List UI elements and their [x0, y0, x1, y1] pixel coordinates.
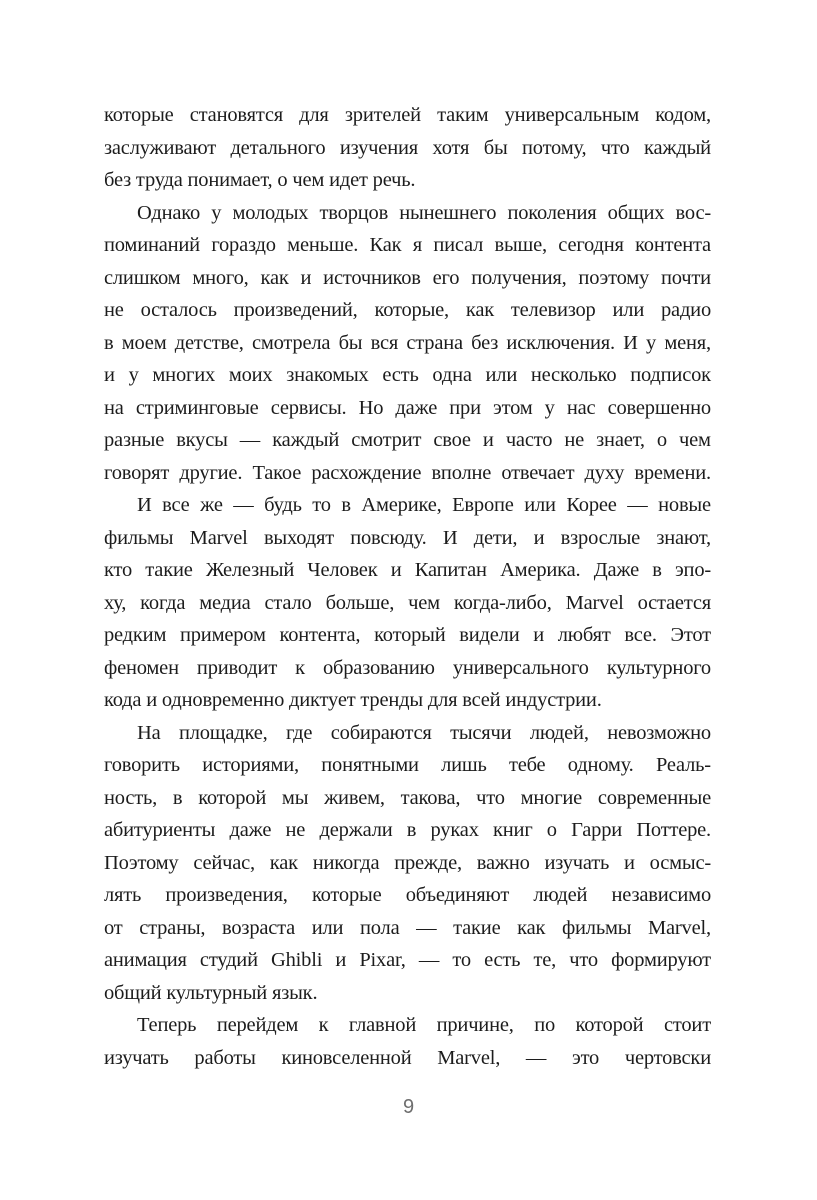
word: остается — [637, 591, 711, 614]
word: Pixar, — [359, 949, 406, 971]
word: произведения, — [165, 884, 288, 906]
word: — — [239, 429, 261, 451]
word: прежде, — [394, 851, 462, 874]
word: у — [544, 396, 555, 419]
word: лишь — [441, 754, 487, 776]
word: Америка. — [500, 559, 581, 581]
word: сервисы. — [270, 396, 347, 419]
word: осмыс- — [649, 851, 711, 874]
word: в — [104, 331, 114, 354]
word: держали — [319, 819, 393, 841]
word: которые — [311, 884, 382, 906]
word: изучать — [544, 851, 610, 874]
word: которые, — [374, 299, 449, 321]
word: зрителей — [344, 104, 421, 126]
word: эпо- — [674, 559, 711, 581]
word: Человек — [307, 559, 378, 581]
word: фильмы — [561, 916, 632, 939]
text-line — [104, 99, 711, 132]
word: хотя — [432, 136, 470, 159]
word: детстве, — [174, 331, 244, 354]
word: людей — [533, 884, 588, 906]
word: Корее — [566, 494, 617, 516]
word: Но — [358, 396, 384, 419]
word: или — [524, 494, 556, 516]
word: изучать — [104, 1046, 169, 1069]
word: знакомых — [286, 364, 369, 386]
word: выше, — [494, 234, 547, 256]
text-line — [104, 132, 711, 165]
word: моем — [121, 331, 167, 354]
word: меньше. — [287, 234, 359, 256]
word: и — [533, 624, 545, 646]
word: видели — [459, 624, 520, 646]
word: даже — [395, 396, 438, 419]
word: такие — [453, 916, 501, 939]
word: На — [137, 721, 161, 744]
word: говорить — [104, 754, 180, 776]
word: невозможно — [607, 721, 711, 744]
word: расхождение — [311, 461, 422, 484]
word: произведений, — [233, 299, 358, 321]
word: универсальным — [504, 104, 640, 126]
word: Однако — [137, 201, 201, 224]
word: знает, — [596, 429, 645, 451]
word: то — [452, 949, 471, 971]
text-line — [104, 457, 711, 490]
word: к — [318, 1014, 329, 1036]
word: чем — [679, 429, 711, 451]
word: нас — [566, 396, 596, 419]
word: смотрит — [351, 429, 422, 451]
word: вполне — [431, 461, 492, 484]
word: даже — [229, 819, 272, 841]
word: И — [623, 331, 638, 354]
word: или — [612, 299, 645, 321]
text-line — [104, 327, 711, 360]
text-line — [104, 717, 711, 750]
word: Реаль- — [655, 754, 711, 776]
word: образованию — [322, 656, 435, 679]
word: студий — [199, 949, 258, 971]
word: Поэтому — [104, 851, 179, 874]
word: не — [564, 429, 585, 451]
word: как — [260, 266, 289, 289]
word: поэтому — [578, 266, 650, 289]
word: свое — [433, 429, 471, 451]
word: страна — [406, 331, 463, 354]
word: разные — [104, 429, 165, 451]
word: таким — [437, 104, 489, 126]
word: где — [286, 721, 313, 744]
word: к — [295, 656, 305, 679]
word: меня, — [664, 331, 711, 354]
word: возраста — [222, 916, 296, 939]
word: контента — [635, 234, 711, 256]
word: отвечает — [501, 461, 575, 484]
word: по — [534, 1014, 556, 1036]
text-line: общий культурный язык. — [104, 981, 318, 1004]
word: как — [269, 851, 298, 874]
word: контента, — [279, 624, 361, 646]
text-line — [104, 587, 711, 620]
word: приводит — [196, 656, 278, 679]
word: пола — [360, 916, 400, 939]
word: которой — [198, 786, 267, 809]
word: историями, — [202, 754, 299, 776]
word: книг — [493, 819, 533, 841]
word: заслуживают — [104, 136, 216, 159]
word: Этот — [670, 624, 711, 646]
word: и — [624, 851, 635, 874]
word: или — [311, 916, 344, 939]
word: творцов — [319, 201, 389, 224]
word: у — [646, 331, 657, 354]
word: живем, — [324, 786, 385, 809]
word: писал — [433, 234, 484, 256]
word: одна — [432, 364, 472, 386]
word: то — [312, 494, 331, 516]
word: как — [517, 916, 546, 939]
word: тебе — [508, 754, 546, 776]
word: много, — [192, 266, 249, 289]
word: стало — [264, 591, 312, 614]
word: все — [162, 494, 190, 516]
word: вкусы — [176, 429, 228, 451]
word: понятными — [321, 754, 419, 776]
word: Гарри — [571, 819, 623, 841]
word: любят — [557, 624, 611, 646]
word: все. — [624, 624, 657, 646]
text-line — [104, 619, 711, 652]
word: Как — [369, 234, 402, 256]
word: часто — [505, 429, 553, 451]
word: есть — [382, 364, 419, 386]
word: вос- — [675, 201, 711, 224]
text-line — [104, 847, 711, 880]
word: Даже — [593, 559, 639, 581]
word: от — [104, 916, 123, 939]
word: — — [525, 1046, 547, 1069]
word: Америке, — [361, 494, 442, 516]
word: анимация — [104, 949, 187, 971]
word: которой — [575, 1014, 644, 1036]
page-number: 9 — [402, 1096, 415, 1118]
word: при — [449, 396, 481, 419]
word: когда — [140, 591, 186, 614]
word: площадке, — [178, 721, 268, 744]
word: нынешнего — [399, 201, 497, 224]
word: подписок — [630, 364, 711, 386]
word: изучения — [339, 136, 418, 159]
word: — — [418, 949, 440, 971]
text-line: без труда понимает, о чем идет речь. — [104, 169, 416, 191]
word: у — [128, 364, 139, 386]
word: независимо — [611, 884, 711, 906]
text-line — [104, 522, 711, 555]
word: как — [465, 299, 494, 321]
text-line — [104, 1042, 711, 1075]
word: Marvel, — [437, 1046, 501, 1069]
word: что — [600, 136, 630, 159]
word: смотрела — [251, 331, 331, 354]
word: культурного — [606, 656, 711, 679]
word: взрослые — [560, 526, 641, 549]
word: о — [656, 429, 667, 451]
word: сейчас, — [193, 851, 255, 874]
word: универсального — [452, 656, 589, 679]
word: кодом, — [655, 104, 711, 126]
word: повсюду. — [350, 526, 427, 549]
word: ность, — [104, 786, 158, 809]
word: мы — [281, 786, 309, 809]
word: и — [482, 429, 494, 451]
word: на — [104, 396, 124, 419]
word: это — [571, 1046, 600, 1069]
text-line — [104, 1009, 711, 1042]
word: молодых — [232, 201, 309, 224]
word: дети, — [473, 526, 518, 549]
word: Железный — [205, 559, 295, 581]
word: Европе — [452, 494, 514, 516]
word: феномен — [104, 656, 179, 679]
word: поминаний — [104, 234, 200, 256]
word: тысячи — [450, 721, 512, 744]
word: формируют — [611, 949, 711, 971]
word: медиа — [199, 591, 251, 614]
text-line — [104, 262, 711, 295]
word: радио — [661, 299, 711, 321]
word: каждый — [644, 136, 711, 159]
text-line — [104, 359, 711, 392]
word: Marvel, — [648, 916, 711, 939]
word: слишком — [104, 266, 181, 289]
word: — — [233, 494, 254, 516]
text-line — [104, 554, 711, 587]
word: И — [137, 494, 152, 516]
word: Marvel — [565, 591, 624, 614]
text-line — [104, 294, 711, 327]
text-line — [104, 489, 711, 522]
word: людей, — [529, 721, 589, 744]
word: кто — [104, 559, 133, 581]
word: для — [299, 104, 329, 126]
word: Капитан — [414, 559, 487, 581]
text-line — [104, 749, 711, 782]
word: другие. — [179, 461, 243, 484]
word: детального — [230, 136, 326, 159]
word: и — [335, 949, 347, 971]
text-line — [104, 392, 711, 425]
word: есть — [484, 949, 521, 971]
word: у — [211, 201, 222, 224]
word: собираются — [330, 721, 432, 744]
word: перейдем — [216, 1014, 299, 1036]
word: которые — [104, 104, 174, 126]
word: времени. — [634, 461, 711, 484]
text-line — [104, 197, 711, 230]
word: знают, — [656, 526, 711, 549]
word: Ghibli — [271, 949, 323, 971]
word: поколения — [507, 201, 597, 224]
word: я — [412, 234, 422, 256]
text-line — [104, 782, 711, 815]
word: такова, — [400, 786, 461, 809]
word: в — [652, 559, 662, 581]
word: телевизор — [510, 299, 596, 321]
word: что — [569, 949, 598, 971]
word: И — [442, 526, 458, 549]
word: Marvel — [189, 526, 248, 549]
text-line: кода и одновременно диктует тренды для всей индустрии. — [104, 689, 602, 711]
word: редким — [104, 624, 167, 646]
text-line — [104, 912, 711, 945]
word: и — [300, 266, 312, 289]
word: те, — [533, 949, 557, 971]
word: стриминговые — [135, 396, 259, 419]
word: важно — [476, 851, 530, 874]
word: фильмы — [104, 526, 174, 549]
word: сегодня — [558, 234, 624, 256]
word: выходят — [263, 526, 334, 549]
word: стоит — [663, 1014, 711, 1036]
word: этом — [493, 396, 533, 419]
word: не — [285, 819, 306, 841]
word: лять — [104, 884, 142, 906]
word: страны, — [139, 916, 206, 939]
word: Поттере. — [636, 819, 711, 841]
word: или — [485, 364, 518, 386]
word: о — [546, 819, 557, 841]
word: в — [341, 494, 351, 516]
word: осталось — [140, 299, 217, 321]
text-line — [104, 814, 711, 847]
word: же — [200, 494, 223, 516]
word: исключения. — [506, 331, 615, 354]
text-line — [104, 424, 711, 457]
word: одному. — [567, 754, 634, 776]
word: — — [416, 916, 437, 939]
word: совершенно — [607, 396, 711, 419]
word: что — [476, 786, 505, 809]
word: Такое — [252, 461, 302, 484]
word: получения, — [471, 266, 567, 289]
word: примером — [179, 624, 266, 646]
word: абитуриенты — [104, 819, 216, 841]
word: каждый — [272, 429, 340, 451]
word: — — [627, 494, 648, 516]
word: говорят — [104, 461, 170, 484]
word: потому, — [522, 136, 587, 159]
text-line — [104, 944, 711, 977]
word: чертовски — [624, 1046, 711, 1069]
word: гораздо — [211, 234, 276, 256]
word: причине, — [436, 1014, 514, 1036]
word: когда-либо, — [453, 591, 552, 614]
word: который — [374, 624, 446, 646]
word: многие — [520, 786, 583, 809]
word: без — [471, 331, 499, 354]
word: ху, — [104, 591, 127, 614]
word: моих — [228, 364, 273, 386]
word: почти — [660, 266, 711, 289]
word: будь — [264, 494, 302, 516]
word: чем — [408, 591, 440, 614]
word: несколько — [530, 364, 617, 386]
word: новые — [658, 494, 711, 516]
word: становятся — [189, 104, 283, 126]
word: руках — [430, 819, 479, 841]
word: вся — [370, 331, 399, 354]
word: духу — [584, 461, 625, 484]
word: в — [172, 786, 183, 809]
word: главной — [348, 1014, 417, 1036]
word: киновселенной — [281, 1046, 412, 1069]
word: в — [406, 819, 417, 841]
word: Теперь — [137, 1014, 197, 1036]
word: и — [104, 364, 115, 386]
word: такие — [145, 559, 193, 581]
text-line — [104, 652, 711, 685]
word: бы — [338, 331, 363, 354]
word: источников — [323, 266, 421, 289]
word: не — [104, 299, 124, 321]
word: объединяют — [405, 884, 510, 906]
word: больше, — [325, 591, 395, 614]
page-text — [104, 99, 711, 1074]
word: общих — [607, 201, 665, 224]
word: его — [432, 266, 460, 289]
word: бы — [483, 136, 508, 159]
word: никогда — [312, 851, 380, 874]
text-line — [104, 229, 711, 262]
word: работы — [194, 1046, 256, 1069]
word: и — [390, 559, 402, 581]
text-line — [104, 879, 711, 912]
word: и — [533, 526, 545, 549]
word: многих — [152, 364, 216, 386]
word: современные — [597, 786, 711, 809]
